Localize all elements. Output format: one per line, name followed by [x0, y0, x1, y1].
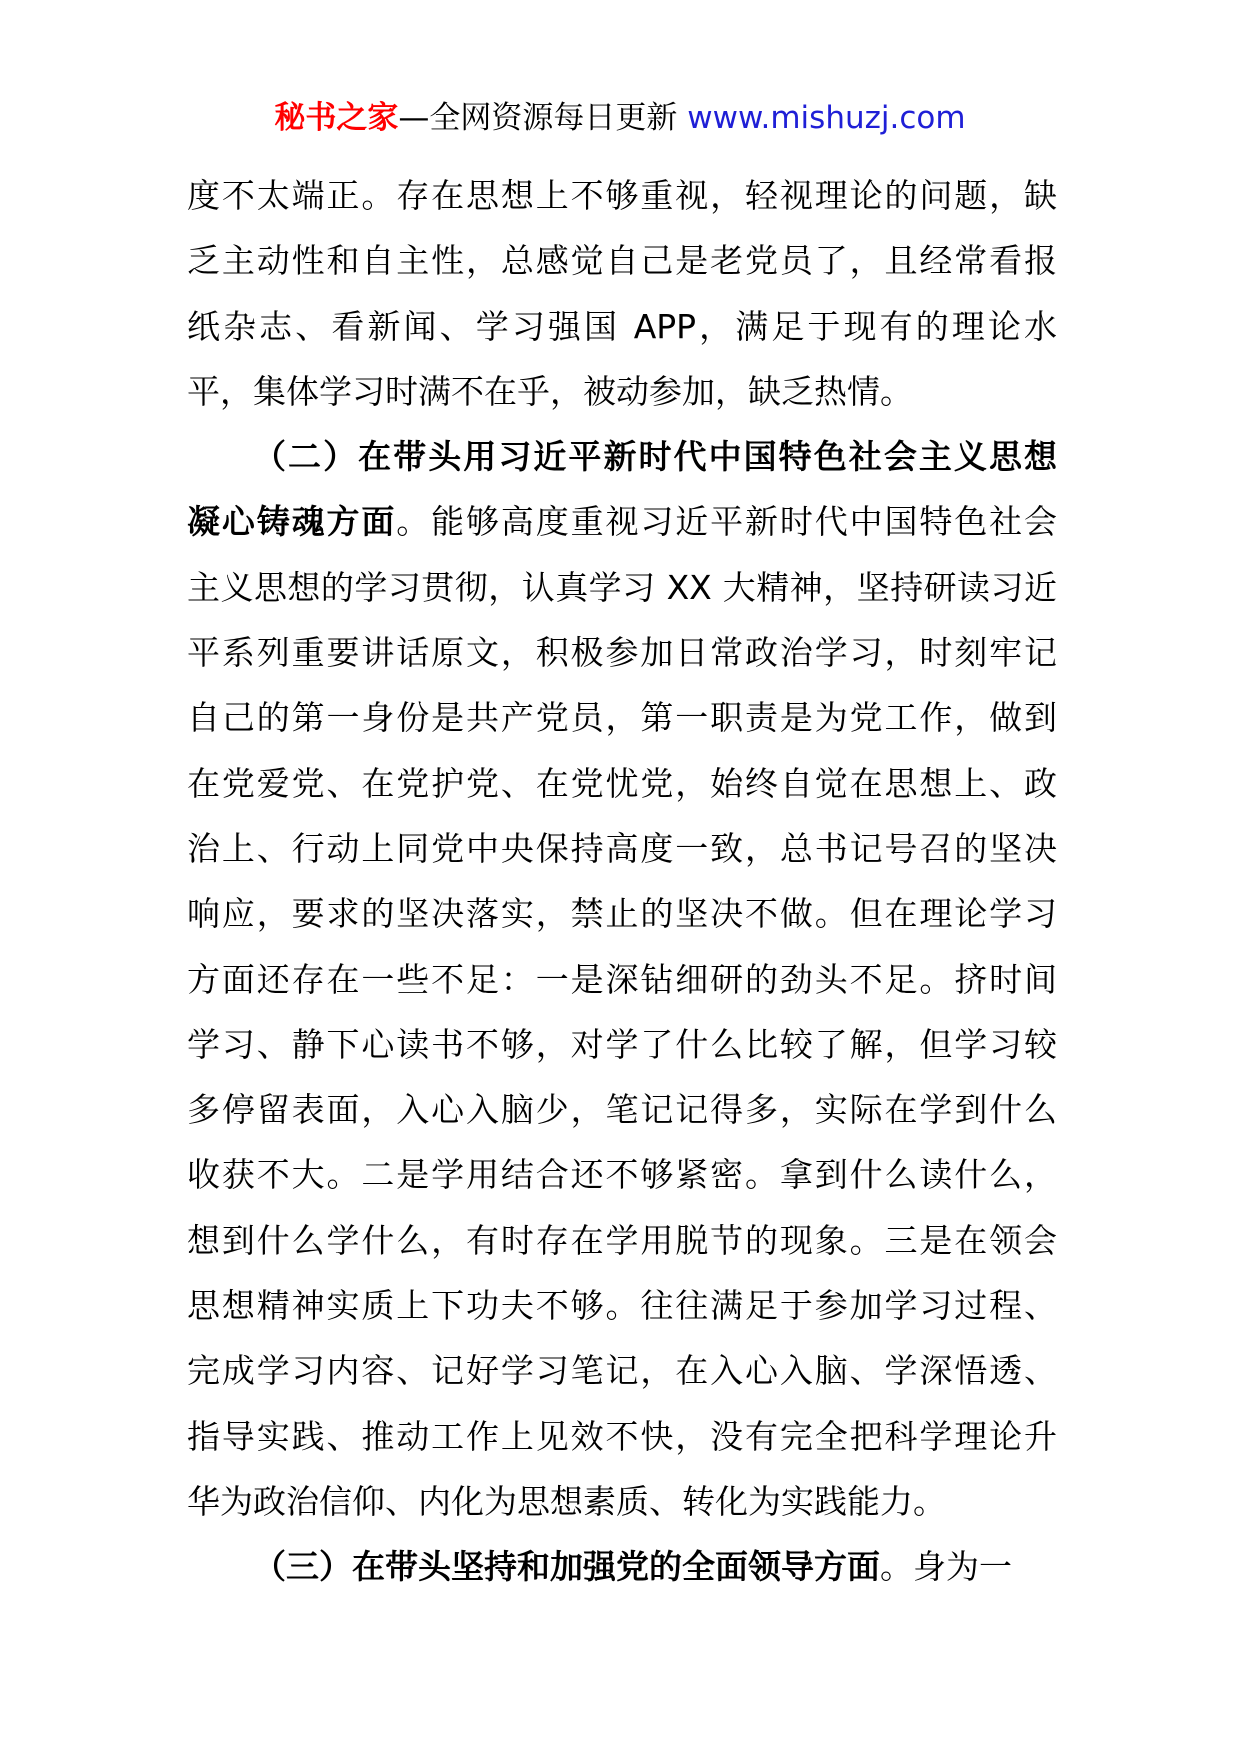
- body-line: 华为政治信仰、内化为思想素质、转化为实践能力。: [187, 1481, 946, 1521]
- body-text: 。能够高度重视习近平新时代中国特色社会: [396, 502, 1057, 542]
- body-line: [187, 1534, 1057, 1599]
- body-line: 主义思想的学习贯彻，认真学习 XX 大精神，坚持研读习近: [187, 567, 1057, 607]
- body-line: 纸杂志、看新闻、学习强国 APP，满足于现有的理论水: [187, 306, 1057, 346]
- body-line: 在党爱党、在党护党、在党忧党，始终自觉在思想上、政: [187, 763, 1057, 803]
- document-body: [187, 163, 1057, 1600]
- body-line: 自己的第一身份是共产党员，第一职责是为党工作，做到: [187, 698, 1057, 738]
- section-heading-2: （二）在带头用习近平新时代中国特色社会主义思想: [253, 437, 1057, 477]
- page-header: [0, 98, 1240, 138]
- body-line: 学习、静下心读书不够，对学了什么比较了解，但学习较: [187, 1024, 1057, 1064]
- body-text: 。身为一: [880, 1547, 1012, 1587]
- body-line: 完成学习内容、记好学习笔记，在入心入脑、学深悟透、: [187, 1351, 1057, 1391]
- body-line: [187, 489, 1057, 554]
- website-link[interactable]: www.mishuzj.com: [687, 100, 966, 136]
- body-line: 度不太端正。存在思想上不够重视，轻视理论的问题，缺: [187, 176, 1057, 215]
- brand-name: 秘书之家: [274, 100, 399, 136]
- body-line: 想到什么学什么，有时存在学用脱节的现象。三是在领会: [187, 1220, 1057, 1260]
- section-heading-3: （三）在带头坚持和加强党的全面领导方面: [253, 1547, 880, 1587]
- body-line: 指导实践、推动工作上见效不快，没有完全把科学理论升: [187, 1416, 1057, 1456]
- body-line: 平系列重要讲话原文，积极参加日常政治学习，时刻牢记: [187, 633, 1057, 673]
- body-line: 多停留表面，入心入脑少，笔记记得多，实际在学到什么: [187, 1090, 1057, 1130]
- section-heading-2-cont: 凝心铸魂方面: [187, 502, 397, 542]
- body-line: 响应，要求的坚决落实，禁止的坚决不做。但在理论学习: [187, 894, 1057, 934]
- body-line: 平，集体学习时满不在乎，被动参加，缺乏热情。: [187, 371, 913, 411]
- body-line: 方面还存在一些不足：一是深钻细研的劲头不足。挤时间: [187, 959, 1057, 999]
- header-tagline: —全网资源每日更新: [398, 100, 678, 136]
- body-line: 治上、行动上同党中央保持高度一致，总书记号召的坚决: [187, 828, 1057, 868]
- body-line: 乏主动性和自主性，总感觉自己是老党员了，且经常看报: [187, 241, 1057, 281]
- body-line: 思想精神实质上下功夫不够。往往满足于参加学习过程、: [187, 1286, 1057, 1326]
- body-line: 收获不大。二是学用结合还不够紧密。拿到什么读什么，: [187, 1155, 1057, 1195]
